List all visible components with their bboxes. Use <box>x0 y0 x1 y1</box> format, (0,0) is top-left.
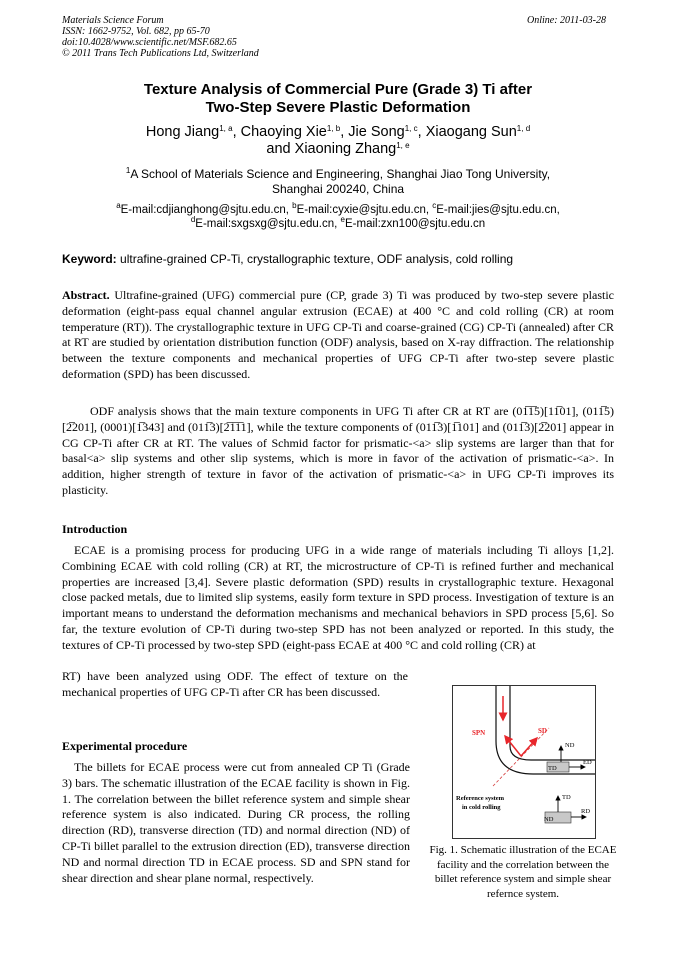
author-name: Jie Song <box>348 124 405 140</box>
affiliation-line-2: Shanghai 200240, China <box>271 182 405 196</box>
reference-system-label-2: in cold rolling <box>462 804 501 811</box>
email-link[interactable]: E-mail:jies@sjtu.edu.cn, <box>436 204 560 216</box>
td-label: TD <box>548 765 557 772</box>
experimental-text: The billets for ECAE process were cut from annealed CP Ti (Grade 3) bars. The schematic illustration of the ECAE facility is shown in Fig. 1. The correlation between the billet reference system and simple shear reference system is also indicated. During CR process, the rolling direction (RD), transverse direction (TD) and normal direction (ND) of CP-Ti billet parallel to the extrusion direction (ED), transverse direction ND and normal direction TD in ECAE process. SD and SPN stand for shear direction and shear plane normal, respectively. <box>62 760 410 885</box>
spn-arrow <box>505 736 521 756</box>
spn-label: SPN <box>472 729 486 737</box>
copyright-line: © 2011 Trans Tech Publications Ltd, Switzerland <box>62 48 259 59</box>
author-sup: 1, c <box>404 124 418 133</box>
keyword-label: Keyword: <box>62 252 117 266</box>
keyword-text: ultrafine-grained CP-Ti, crystallographic texture, ODF analysis, cold rolling <box>116 252 514 266</box>
email-link[interactable]: E-mail:sxgsxg@sjtu.edu.cn, <box>195 218 341 230</box>
email-sup: c <box>432 201 437 210</box>
email-link[interactable]: E-mail:cyxie@sjtu.edu.cn, <box>296 204 433 216</box>
title-line-1: Texture Analysis of Commercial Pure (Grade 3) Ti after <box>143 81 533 98</box>
abstract-label: Abstract. <box>62 288 110 302</box>
rd-label: RD <box>581 808 591 815</box>
figure-1-caption: Fig. 1. Schematic illustration of the ECAE facility and the correlation between the billet reference system and simple shear refernce system. <box>429 844 617 900</box>
abstract-text: Ultrafine-grained (UFG) commercial pure (CP, grade 3) Ti was produced by two-step severe plastic deformation (eight-pass equal channel angular extrusion (ECAE) at 400 °C and cold rolling (CR) at room temperature (RT)). The crystallographic texture in UFG CP-Ti and coarse-grained (CG) CP-Ti (annealed) after CR at RT are studied by orientation distribution function (ODF) analysis, based on X-ray diffraction. The relationship between the texture components and mechanical properties of UFG CP-Ti after two-step severe plastic deformation (SPD) has been discussed. <box>62 288 614 381</box>
ed-label: ED <box>583 759 592 766</box>
author-sup: 1, e <box>396 141 410 150</box>
introduction-text: ECAE is a promising process for producing UFG in a wide range of materials including Ti alloys [1,2]. Combining ECAE with cold rolling (CR) at RT, the microstructure of CP-Ti is refined further and mechanical properties are increased [3,4]. Severe plastic deformation (SPD) results in crystallographic texture. Hexagonal close packed metals, due to limited slip systems, easily form texture in SPD process. Investigation of texture is an important means to understand the deformation mechanisms and mechanical behaviors in SPD process [5,6]. So far, the texture evolution of CP-Ti during two-step SPD has not been analyzed or reported. In this study, the textures of CP-Ti processed by two-step SPD (eight-pass ECAE at 400 °C and cold rolling (CR) at <box>62 543 614 652</box>
author-name: Hong Jiang <box>145 124 220 140</box>
channel-inner-wall <box>510 686 595 760</box>
shear-plane-line <box>493 728 549 786</box>
author-sup: 1, d <box>516 124 531 133</box>
nd-label: ND <box>565 742 575 749</box>
affiliation-sup: 1 <box>125 166 131 175</box>
author-sup: 1, a <box>219 124 233 133</box>
email-link[interactable]: E-mail:cdjianghong@sjtu.edu.cn, <box>120 204 293 216</box>
email-link[interactable]: E-mail:zxn100@sjtu.edu.cn <box>345 218 486 230</box>
author-name: Xiaoning Zhang <box>294 141 397 157</box>
journal-name: Materials Science Forum <box>62 15 164 26</box>
doi-line: doi:10.4028/www.scientific.net/MSF.682.65 <box>62 37 237 48</box>
author-name: Xiaogang Sun <box>425 124 517 140</box>
abstract-odf-paragraph: ODF analysis shows that the main texture components in UFG Ti after CR at RT are (01̅1̅5)[11̅01], (011̅5)[2̅201], (0001)[1̅343] and (011̅3)[2̅1̅1̅1], while the texture components of (011̅3)[1̅101] and (011̅3)[2̅201] appear in CG CP-Ti after CR at RT. The values of Schmid factor for prismatic-<a> slip systems are larger than that for basal<a> slip systems and other slip systems, which is more in favor of the activation of prismatic-<a>. In addition, higher strength of texture in favor of the activation of prismatic-<a> in UFG CP-Ti improves its plasticity. <box>62 404 614 497</box>
email-sup: d <box>190 215 196 224</box>
nd2-label: ND <box>544 816 554 823</box>
paper-title <box>62 81 614 117</box>
figure-1-ecae-schematic <box>452 685 596 839</box>
sd-arrow <box>521 738 537 756</box>
author-sup: 1, b <box>326 124 341 133</box>
ecae-diagram <box>453 686 595 838</box>
experimental-heading: Experimental procedure <box>62 739 188 753</box>
keywords <box>62 252 614 267</box>
introduction-heading: Introduction <box>62 522 128 536</box>
author-name: Chaoying Xie <box>240 124 327 140</box>
author-list: Hong Jiang$^{1, a}$, Chaoying Xie$^{1, b}$, Jie Song$^{1, c}$, Xiaogang Sun$^{1, d}$ and Xiaoning Zhang$^{1, e}$ <box>145 124 531 157</box>
email-sup: a <box>116 201 121 210</box>
affiliation <box>62 167 614 197</box>
online-date: Online: 2011-03-28 <box>527 15 606 26</box>
email-list <box>62 203 614 231</box>
journal-header <box>62 15 259 59</box>
email-sup: e <box>340 215 345 224</box>
sd-label: SD <box>538 727 547 735</box>
td2-label: TD <box>562 794 571 801</box>
title-line-2: Two-Step Severe Plastic Deformation <box>205 99 471 116</box>
abstract <box>62 288 614 383</box>
email-sup: b <box>292 201 297 210</box>
affiliation-line-1: A School of Materials Science and Engineering, Shanghai Jiao Tong University, <box>130 167 551 181</box>
reference-system-label-1: Reference system <box>456 795 505 802</box>
issn-line: ISSN: 1662-9752, Vol. 682, pp 65-70 <box>62 26 210 37</box>
introduction-text-tail: RT) have been analyzed using ODF. The effect of texture on the mechanical properties of UFG CP-Ti after CR has been discussed. <box>62 669 408 699</box>
